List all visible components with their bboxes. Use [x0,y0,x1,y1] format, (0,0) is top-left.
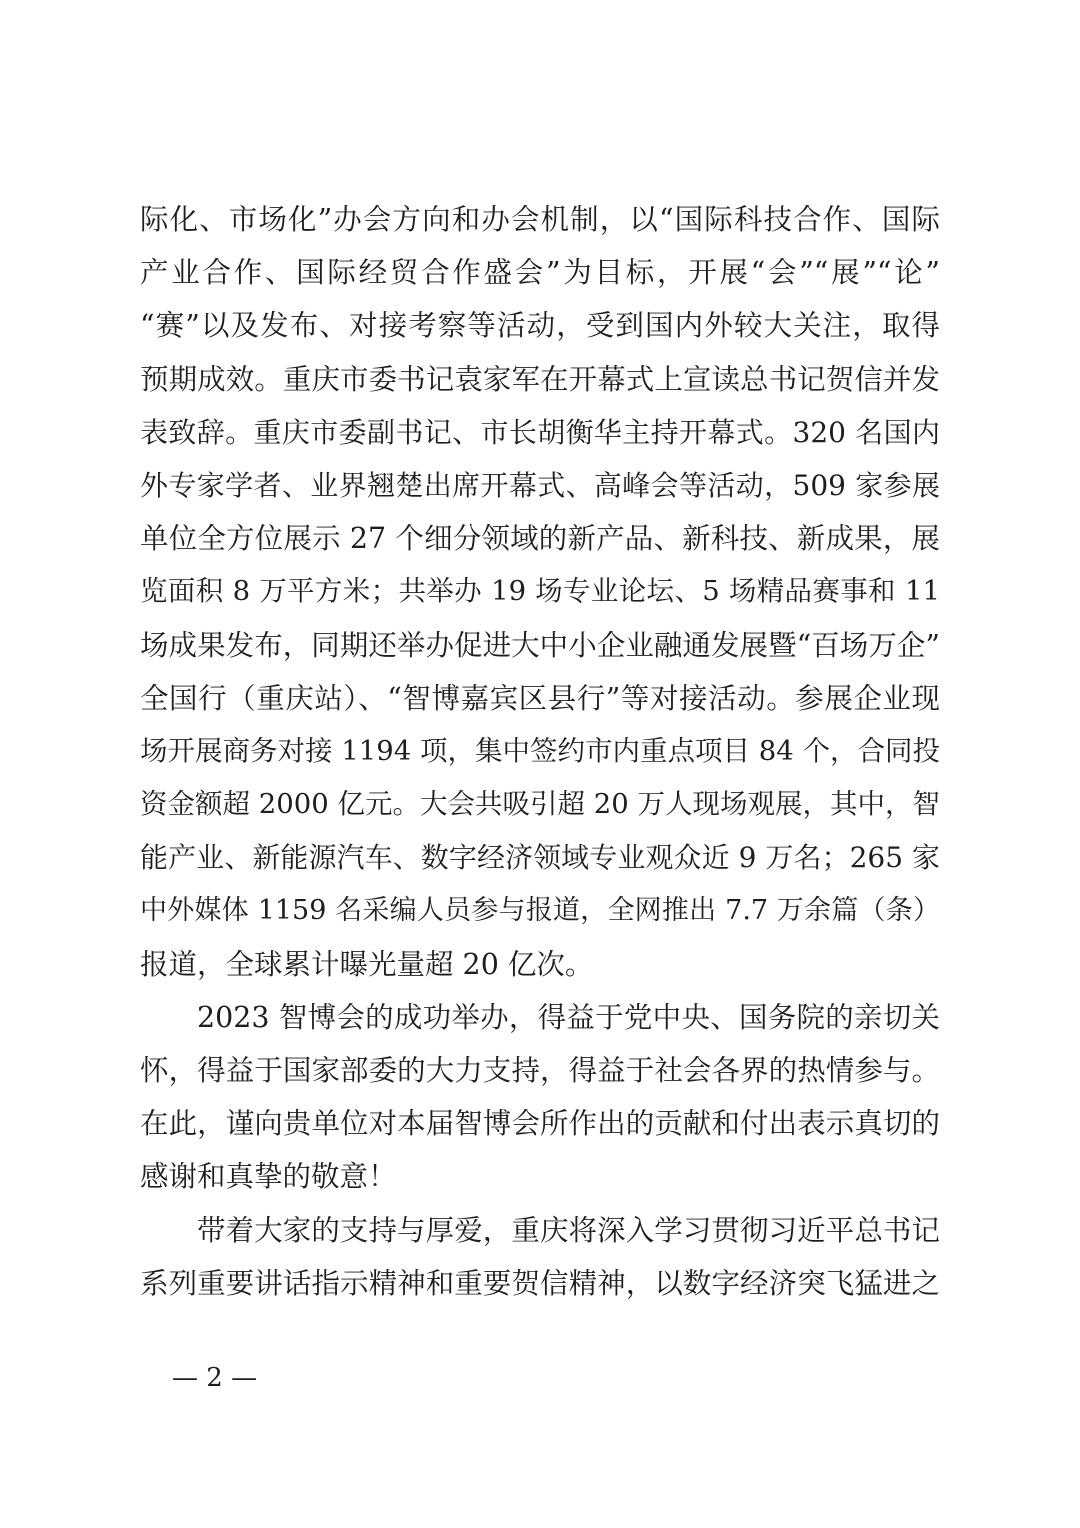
text-line: 感谢和真挚的敬意！ [140,1160,397,1194]
text-line: 际化、市场化”办会方向和办会机制，以“国际科技合作、国际 [140,203,940,236]
text-line: 带着大家的支持与厚爱，重庆将深入学习贯彻习近平总书记 [197,1213,940,1247]
text-line: 中外媒体 1159 名采编人员参与报道，全网推出 7.7 万余篇（条） [140,895,940,927]
text-line: 外专家学者、业界翘楚出席开幕式、高峰会等活动，509 家参展 [140,468,940,502]
text-line: 系列重要讲话指示精神和重要贺信精神，以数字经济突飞猛进之 [140,1266,940,1300]
text-line: 怀，得益于国家部委的大力支持，得益于社会各界的热情参与。 [140,1054,940,1087]
text-line: 览面积 8 万平方米；共举办 19 场专业论坛、5 场精品赛事和 11 [140,575,940,608]
text-line: 场成果发布，同期还举办促进大中小企业融通发展暨“百场万企” [140,628,940,662]
text-line: 在此，谨向贵单位对本届智博会所作出的贡献和付出表示真切的 [140,1107,940,1141]
body-text [140,193,940,1310]
text-line: 产业合作、国际经贸合作盛会”为目标，开展“会”“展”“论” [140,256,940,290]
text-line: 全国行（重庆站）、“智博嘉宾区县行”等对接活动。参展企业现 [140,681,940,715]
text-line: 2023 智博会的成功举办，得益于党中央、国务院的亲切关 [197,1000,940,1034]
text-line: 资金额超 2000 亿元。大会共吸引超 20 万人现场观展，其中，智 [140,788,940,821]
text-line: 单位全方位展示 27 个细分领域的新产品、新科技、新成果，展 [140,522,940,556]
text-line: 报道，全球累计曝光量超 20 亿次。 [140,947,594,981]
text-line: “赛”以及发布、对接考察等活动，受到国内外较大关注，取得 [140,309,940,343]
text-line: 预期成效。重庆市委书记袁家军在开幕式上宣读总书记贺信并发 [140,362,940,396]
page-number: — 2 — [172,1363,258,1393]
text-line: 能产业、新能源汽车、数字经济领域专业观众近 9 万名；265 家 [140,841,940,875]
text-line: 表致辞。重庆市委副书记、市长胡衡华主持开幕式。320 名国内 [140,415,940,449]
text-line: 场开展商务对接 1194 项，集中签约市内重点项目 84 个，合同投 [140,734,940,767]
